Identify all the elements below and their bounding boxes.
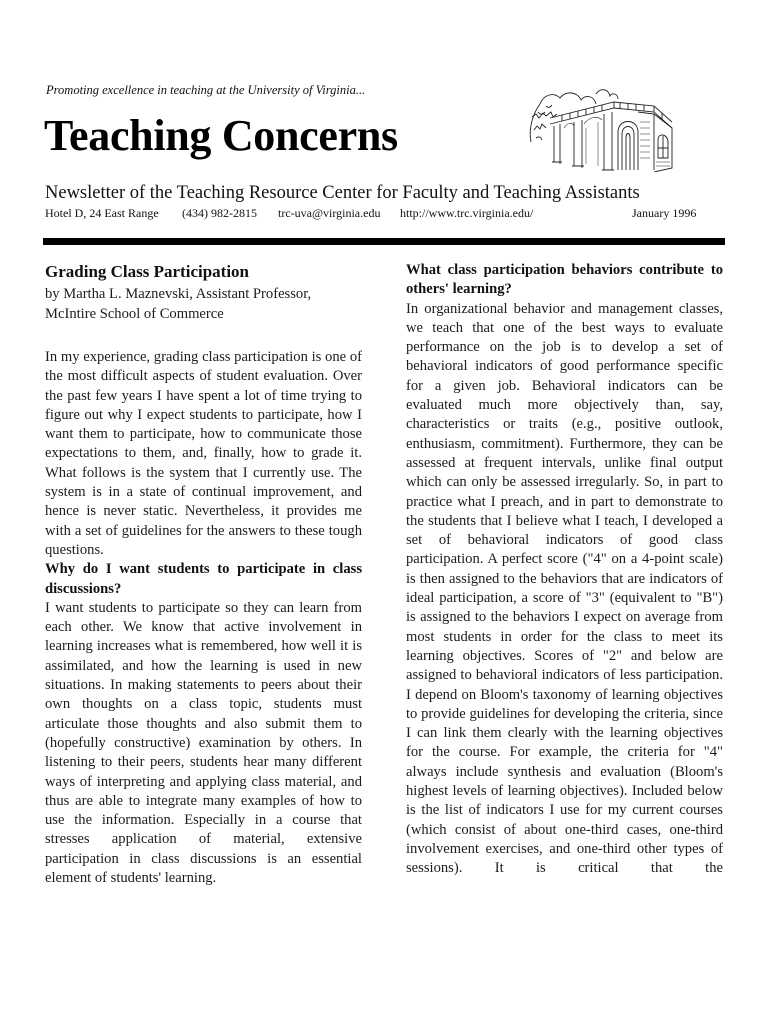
tagline: Promoting excellence in teaching at the University of Virginia... bbox=[46, 83, 366, 97]
spacer bbox=[45, 324, 362, 348]
issue-date: January 1996 bbox=[632, 206, 697, 220]
phone-text: (434) 982-2815 bbox=[182, 206, 257, 220]
section-body-behaviors: In organizational behavior and management classes, we teach that one of the best ways to evaluate performance on the job is to develop a set of behavioral indicators of good performance specific for a given job. Behavioral indicators can be evaluated much more objectively than, say, characteristics or traits (e.g., positive outlook, enthusiasm, commitment). Furthermore, they can be assessed at frequent intervals, unlike final output which can only be assessed irregularly. So, in part to practice what I preach, and in part to demonstrate to the students that I believe what I teach, I developed a set of behavioral indicators of good class participation. A perfect score ("4" on a 4-point scale) is then assigned to the behaviors that are indicators of ideal participation, a score of "3" (equivalent to "B") is assigned to the behaviors I expect on average from most students in order for the class to meet its learning objectives. Scores of "2" and below are assigned to behavioral indicators of less participation. I depend on Bloom's taxonomy of learning objectives to provide guidelines for developing the criteria, since I can link them clearly with the learning objectives for the course. For example, the criteria for "4" always include synthesis and evaluation (Bloom's highest levels of learning objectives). Included below is the list of indicators I use for my current courses (which consist of about one-third cases, one-third involvement exercises, and one-third other types of sessions). It is critical that the bbox=[406, 300, 723, 877]
article-title: Grading Class Participation bbox=[45, 262, 250, 281]
email-link[interactable]: trc-uva@virginia.edu bbox=[278, 206, 381, 220]
address-text: Hotel D, 24 East Range bbox=[45, 206, 159, 220]
building-arcade-illustration-icon bbox=[526, 82, 676, 172]
article-right-column bbox=[406, 261, 723, 879]
section-heading-why-participate: Why do I want students to participate in class discussions? bbox=[45, 561, 362, 597]
article-left-column bbox=[45, 261, 362, 888]
article-byline-affiliation: McIntire School of Commerce bbox=[45, 306, 224, 322]
section-body-why-participate: I want students to participate so they can learn from each other. We know that active involvement in learning increases what is remembered, how well it is assimilated, and how the learning is used in new situations. In making statements to peers about their own thoughts on a class topic, students must articulate those thoughts and also submit them to (hopefully constructive) examination by others. In listening to their peers, students hear many different ways of interpreting and applying class material, and thus are able to integrate many examples of how to use the information. Especially in a course that stresses application of material, extensive participation in class discussions is an essential element of students' learning. bbox=[45, 599, 362, 887]
header-divider-rule bbox=[43, 238, 725, 245]
intro-paragraph: In my experience, grading class participation is one of the most difficult aspects of student evaluation. Over the past few years I have spent a lot of time trying to figure out why I expect students to participate, how I want them to participate, how to communicate those expectations to them, and, finally, how to grade it. What follows is the system that I currently use. The system is in a state of continual improvement, and hence is never static. Nevertheless, it provides me with a set of guidelines for the answers to these tough questions. bbox=[45, 349, 362, 558]
newsletter-subtitle: Newsletter of the Teaching Resource Center for Faculty and Teaching Assistants bbox=[45, 183, 640, 203]
newsletter-masthead: Teaching Concerns bbox=[44, 111, 398, 160]
section-heading-behaviors: What class participation behaviors contribute to others' learning? bbox=[406, 262, 723, 298]
article-byline-author: by Martha L. Maznevski, Assistant Professor, bbox=[45, 286, 312, 302]
website-link[interactable]: http://www.trc.virginia.edu/ bbox=[400, 206, 534, 220]
